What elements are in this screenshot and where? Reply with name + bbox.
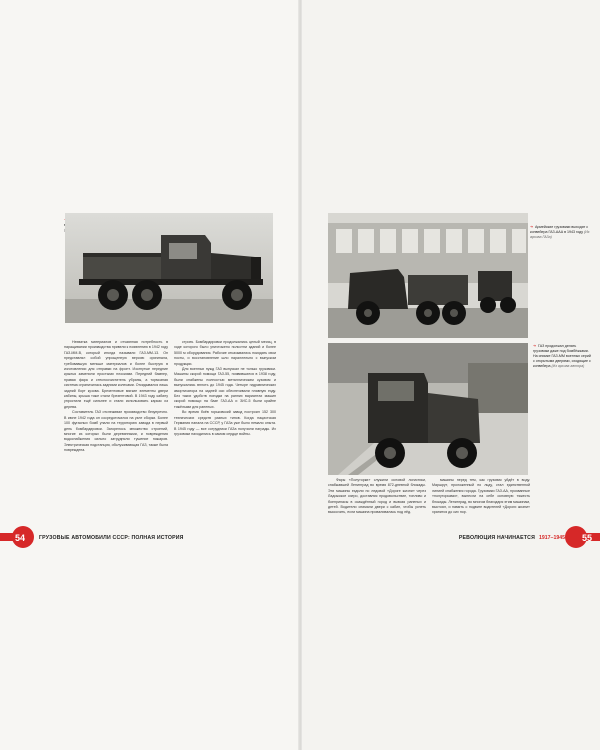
caption-arrow-icon: ➔ <box>530 225 534 229</box>
photo-truck-ramp <box>328 343 528 475</box>
right-column-1 <box>328 478 426 538</box>
photo-factory-trucks <box>328 213 528 338</box>
paragraph: машины перед тем, как грузовик уйдёт в воду. Маршрут, проложенный по льду, стал единственной линией снабжения города. Грузовики ГАЗ-АА, прозванные «полуторками», вынесли на себе основную тяжесть блокады. Ленинград, во многом благодаря этим машинам, выстоял, и память о подвиге водителей «Дороги жизни» хранится до сих пор. <box>432 478 530 515</box>
right-column-2 <box>432 478 530 538</box>
paragraph: Для военных нужд ГАЗ выпускал не только грузовики. Машины скорой помощи ГАЗ-55, появившиеся в 1938 году, были снабжены полностью металлическим кузовом и выпускались вплоть до 1945 года. Четыре гидравлических амортизатора на задней оси обеспечивали плавную езду. Без таких удобств поездки на ранних вариантах машин скорой помощи на базе ГАЗ-АА и ЗИС-5 были крайне тяжёлыми для раненых. <box>174 367 276 409</box>
photo3-caption: ➔ ГАЗ продолжал делать грузовики даже под бомбёжками. На снимке ГАЗ-ММ военных серий с открытыми дверями, сходящие с конвейера (Из архива автора) <box>533 344 591 368</box>
left-column-2 <box>174 340 276 525</box>
caption-arrow-icon: ➔ <box>533 344 537 348</box>
red-square-icon <box>568 536 572 540</box>
paragraph: Нехватка материалов и отчаянная потребность в наращивании производства привели к появлению в 1942 году ГАЗ-ММ-В, который иногда называли ГАЗ-ММ-13. Он представлял собой упрощенную версию оригинала, требовавшую меньше материалов и более быструю в изготовлении для отправки на фронт. Изогнутые передние крылья заменили простыми плоскими. Передний бампер, правая фара и стеклоочиститель убраны, а тормозная система ограничилась задними колесами. Откидывался лишь задний борт кузова. Брезентовые мягкие элементы двери кабины, крыша тоже стали брезентовой. В 1943 году кабину упростили ещё сильнее и стали использовать каркас из дерева. <box>64 340 168 409</box>
paragraph: Во время боёв горьковский завод построил 152 300 технических средств разных типов. Когда нацистская Германия напала на СССР, у ГАЗа уже было немало опыта. В 1945 году — все сотрудники ГАЗа получили награды. Их грузовики находились в самом сердце войны. <box>174 410 276 436</box>
photo-gaz-mm-truck <box>65 213 273 323</box>
paragraph: строек. Бомбардировки продолжались целый месяц, в ходе которого было уничтожено полсотни зданий и более 5000 м оборудования. Рабочие отказывались покидать свои посты, и восстановление шло параллельно с выпуском продукции. <box>174 340 276 366</box>
paragraph: Составитель ГАЗ отслеживал производство безупречно. В июне 1942 года он сосредоточился на узле сборки. Более 100 фугасных бомб упали на территорию завода в первый день бомбардировки. Загорелось множество строений, многие из которых были деревянными, и повреждения водоснабжения сильно затрудняли тушение пожаров. Электрическая подстанция, обслуживающая ГАЗ, также была повреждена. <box>64 410 168 453</box>
page-number: 54 <box>15 533 26 543</box>
right-footer <box>420 530 592 546</box>
paragraph: Фары «Полуторки» служили основой логистики, снабжавшей Ленинград во время 872-дневной блокады. Эти машины ездили по ледовой «Дороге жизни» через Ладожское озеро, доставляя продовольствие, топливо и боеприпасы в осаждённый город и вывозя раненых и детей. Водители снимали двери с кабин, чтобы успеть выскочить, если машина проваливалась под лёд. <box>328 478 426 515</box>
running-title: РЕВОЛЮЦИЯ НАЧИНАЕТСЯ <box>458 535 536 541</box>
page-number: 55 <box>581 533 592 543</box>
left-column-1 <box>64 340 168 525</box>
years-range: 1917–1945 <box>539 535 565 541</box>
photo2-caption: ➔ Армейские грузовики выходят с конвейера ГАЗ-ААА в 1943 году (Из архива ГАЗа) <box>530 225 590 239</box>
running-title: ГРУЗОВЫЕ АВТОМОБИЛИ СССР: ПОЛНАЯ ИСТОРИЯ <box>39 535 184 541</box>
left-footer <box>15 530 184 546</box>
book-gutter <box>298 0 302 750</box>
